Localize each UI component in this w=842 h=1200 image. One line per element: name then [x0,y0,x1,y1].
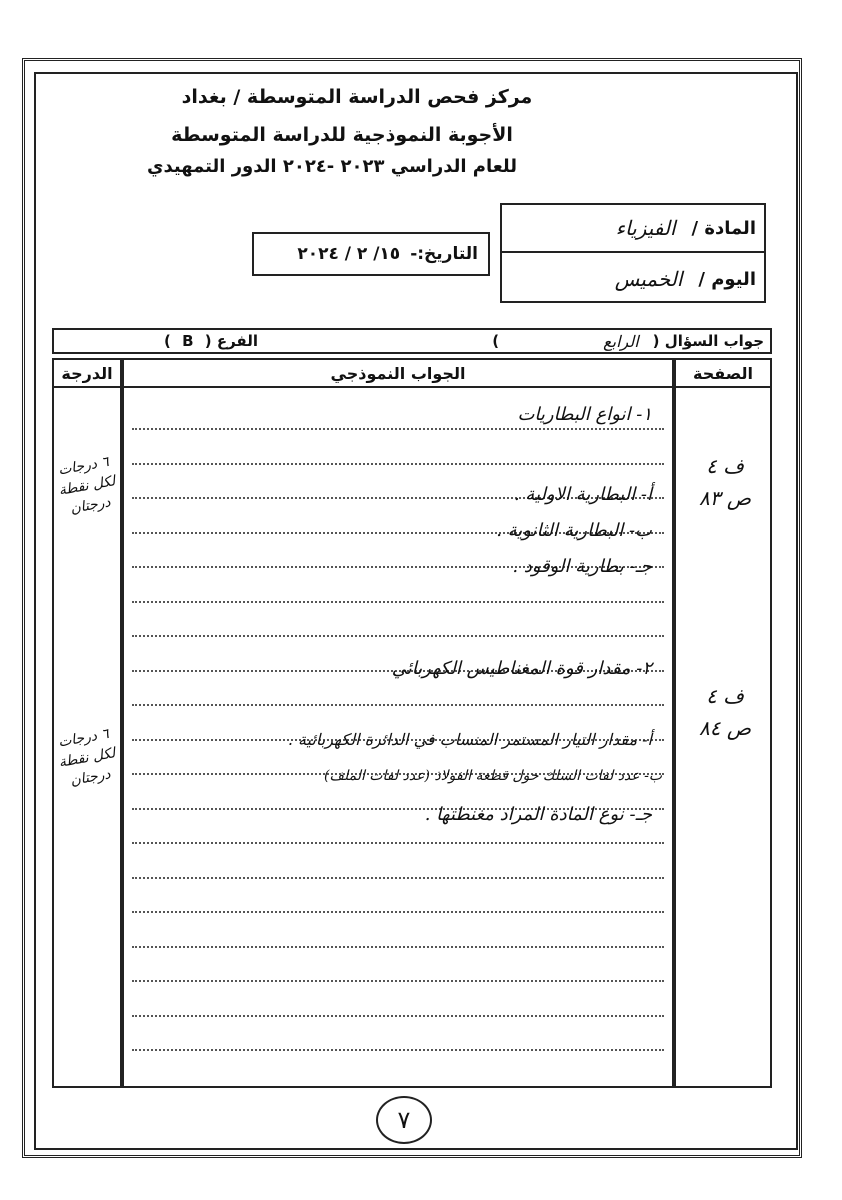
dotted-line [132,877,664,879]
dotted-line [132,428,664,430]
question-row [52,328,772,354]
page-note-2: ف ٤ ص ٨٤ [698,684,752,740]
grade-header: الدرجة [52,358,122,388]
dotted-line [132,911,664,913]
page-header: الصفحة [674,358,772,388]
branch-value: B [182,332,194,350]
question-label: جواب السؤال ( [652,332,764,350]
header-line-2: الأجوبة النموذجية للدراسة المتوسطة [171,124,513,146]
date-value: ١٥/ ٢ / ٢٠٢٤ [297,244,401,264]
date-box [252,232,490,276]
header-line-1: مركز فحص الدراسة المتوسطة / بغداد [181,86,533,108]
answer-line-7: ب- عدد لفات السلك حول قطعة الفولاذ (عدد لفات الملف) [324,768,662,784]
subject-label: المادة / [691,217,756,239]
day-row [502,255,764,303]
dotted-line [132,842,664,844]
branch [164,332,258,350]
answer-line-3: ب- البطارية الثانوية . [496,520,652,541]
answer-header: الجواب النموذجي [122,358,674,388]
question-close: ) [492,332,500,350]
grade-note-1: ٦ درجات لكل نقطة درجتان [56,453,117,518]
dotted-line [132,463,664,465]
day-label: اليوم / [698,268,756,290]
subject-day-box [500,203,766,303]
subject-row [502,205,764,253]
date-label: التاريخ:- [410,244,478,264]
dotted-line [132,980,664,982]
page-number: ٧ [376,1096,432,1144]
answer-line-2: أ- البطارية الاولية . [513,484,652,505]
question-number: الرابع [603,331,639,351]
dotted-line [132,946,664,948]
grade-note-2: ٦ درجات لكل نقطة درجتان [56,725,117,790]
day-value: الخميس [614,267,683,291]
answer-line-6: أ- مقدار التيار المستمر المنساب في الدائرة الكهربائية . [287,730,652,749]
subject-value: الفيزياء [615,216,676,240]
dotted-line [132,1015,664,1017]
answer-line-8: جـ- نوع المادة المراد مغنطتها . [424,804,652,825]
page-note-1: ف ٤ ص ٨٣ [698,454,752,510]
header-line-3: للعام الدراسي ٢٠٢٣ -٢٠٢٤ الدور التمهيدي [146,156,518,177]
dotted-line [132,601,664,603]
answer-line-4: جـ- بطارية الوقود . [512,556,652,577]
dotted-line [132,704,664,706]
answer-line-1: ١- انواع البطاريات [517,404,652,425]
dotted-line [132,635,664,637]
answer-line-5: ٢- مقدار قوة المغناطيس الكهربائي [391,658,652,679]
branch-label: الفرع ( [204,332,258,350]
branch-close: ) [164,332,171,350]
dotted-line [132,1049,664,1051]
